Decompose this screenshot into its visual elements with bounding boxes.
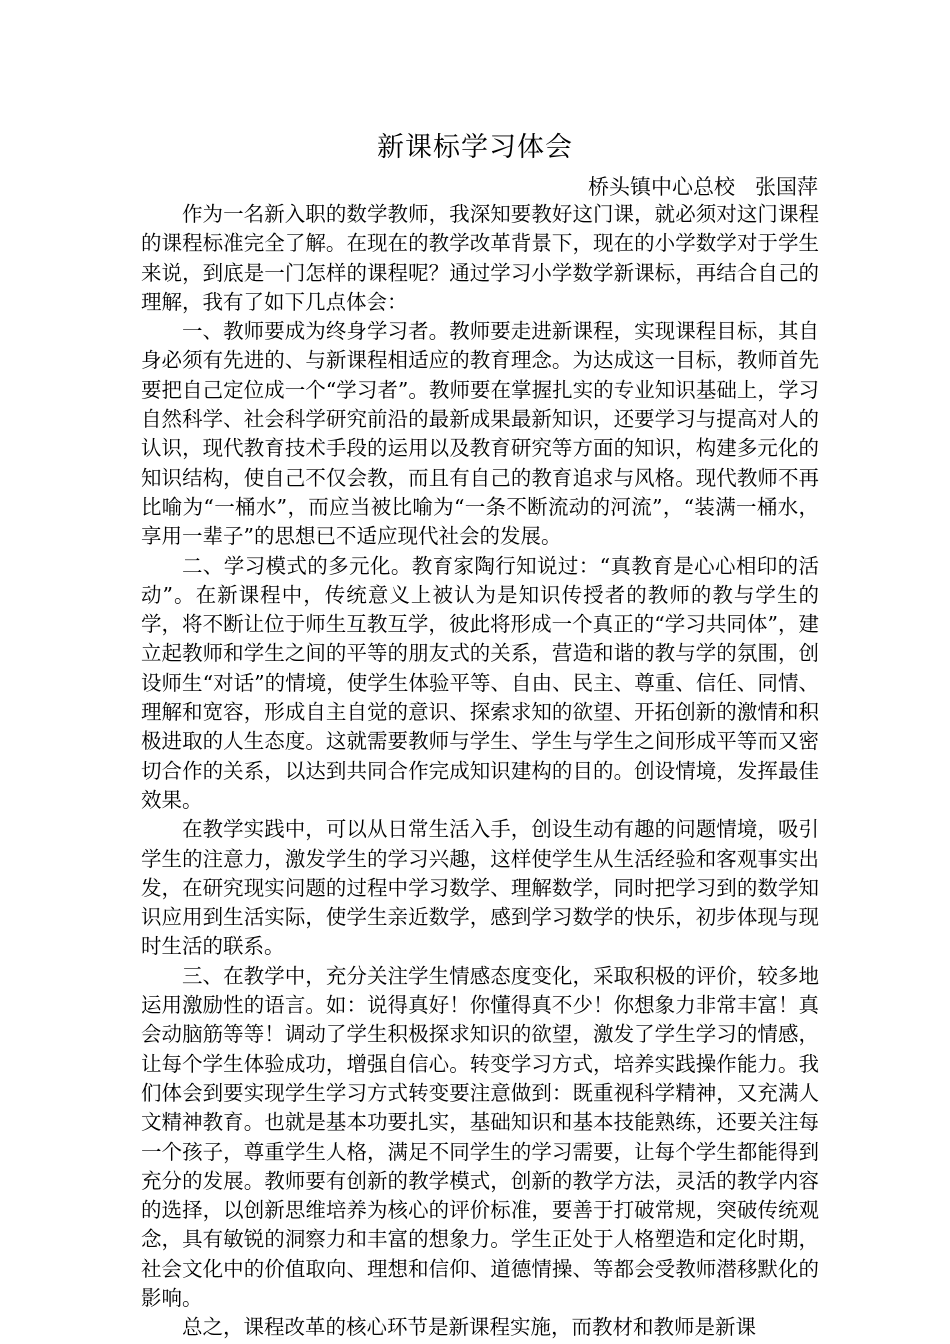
paragraph-lifelong-learner: 一、教师要成为终身学习者。教师要走进新课程，实现课程目标，其自身必须有先进的、与新课程相适应的教育理念。为达成这一目标，教师首先要把自己定位成一个“学习者”。教师要在掌握扎实的专业知识基础上，学习自然科学、社会科学研究前沿的最新成果最新知识，还要学习与提高对人的认识，现代教育技术手段的运用以及教育研究等方面的知识，构建多元化的知识结构，使自己不仅会教，而且有自己的教育追求与风格。现代教师不再比喻为“一桶水”，而应当被比喻为“一条不断流动的河流”，“装满一桶水，享用一辈子”的思想已不适应现代社会的发展。 [141,319,819,549]
document-body [141,200,819,1343]
author-line: 桥头镇中心总校 张国萍 [587,175,818,199]
paragraph-emotional-attitude: 三、在教学中，充分关注学生情感态度变化，采取积极的评价，较多地运用激励性的语言。如：说得真好！你懂得真不少！你想象力非常丰富！真会动脑筋等等！调动了学生积极探求知识的欲望，激发了学生学习的情感，让每个学生体验成功，增强自信心。转变学习方式，培养实践操作能力。我们体会到要实现学生学习方式转变要注意做到：既重视科学精神，又充满人文精神教育。也就是基本功要扎实，基础知识和基本技能熟练，还要关注每一个孩子，尊重学生人格，满足不同学生的学习需要，让每个学生都能得到充分的发展。教师要有创新的教学模式，创新的教学方法，灵活的教学内容的选择，以创新思维培养为核心的评价标准，要善于打破常规，突破传统观念，具有敏锐的洞察力和丰富的想象力。学生正处于人格塑造和定化时期，社会文化中的价值取向、理想和信仰、道德情操、等都会受教师潜移默化的影响。 [141,963,819,1310]
document-title: 新课标学习体会 [377,132,573,163]
paragraph-conclusion: 总之，课程改革的核心环节是新课程实施，而教材和教师是新课 [182,1315,756,1340]
paragraph-intro: 作为一名新入职的数学教师，我深知要教好这门课，就必须对这门课程的课程标准完全了解。在现在的教学改革背景下，现在的小学数学对于学生来说，到底是一门怎样的课程呢？通过学习小学数学新课标，再结合自己的理解，我有了如下几点体会： [141,202,819,314]
paragraph-teaching-practice: 在教学实践中，可以从日常生活入手，创设生动有趣的问题情境，吸引学生的注意力，激发学生的学习兴趣，这样使学生从生活经验和客观事实出发，在研究现实问题的过程中学习数学、理解数学，同时把学习到的数学知识应用到生活实际，使学生亲近数学，感到学习数学的快乐，初步体现与现时生活的联系。 [141,817,819,959]
paragraph-learning-modes: 二、学习模式的多元化。教育家陶行知说过：“真教育是心心相印的活动”。在新课程中，传统意义上被认为是知识传授者的教师的教与学生的学，将不断让位于师生互教互学，彼此将形成一个真正的“学习共同体”，建立起教师和学生之间的平等的朋友式的关系，营造和谐的教与学的氛围，创设师生“对话”的情境，使学生体验平等、自由、民主、尊重、信任、同情、理解和宽容，形成自主自觉的意识、探索求知的欲望、开拓创新的激情和积极进取的人生态度。这就需要教师与学生、学生与学生之间形成平等而又密切合作的关系，以达到共同合作完成知识建构的目的。创设情境，发挥最佳效果。 [141,553,819,812]
